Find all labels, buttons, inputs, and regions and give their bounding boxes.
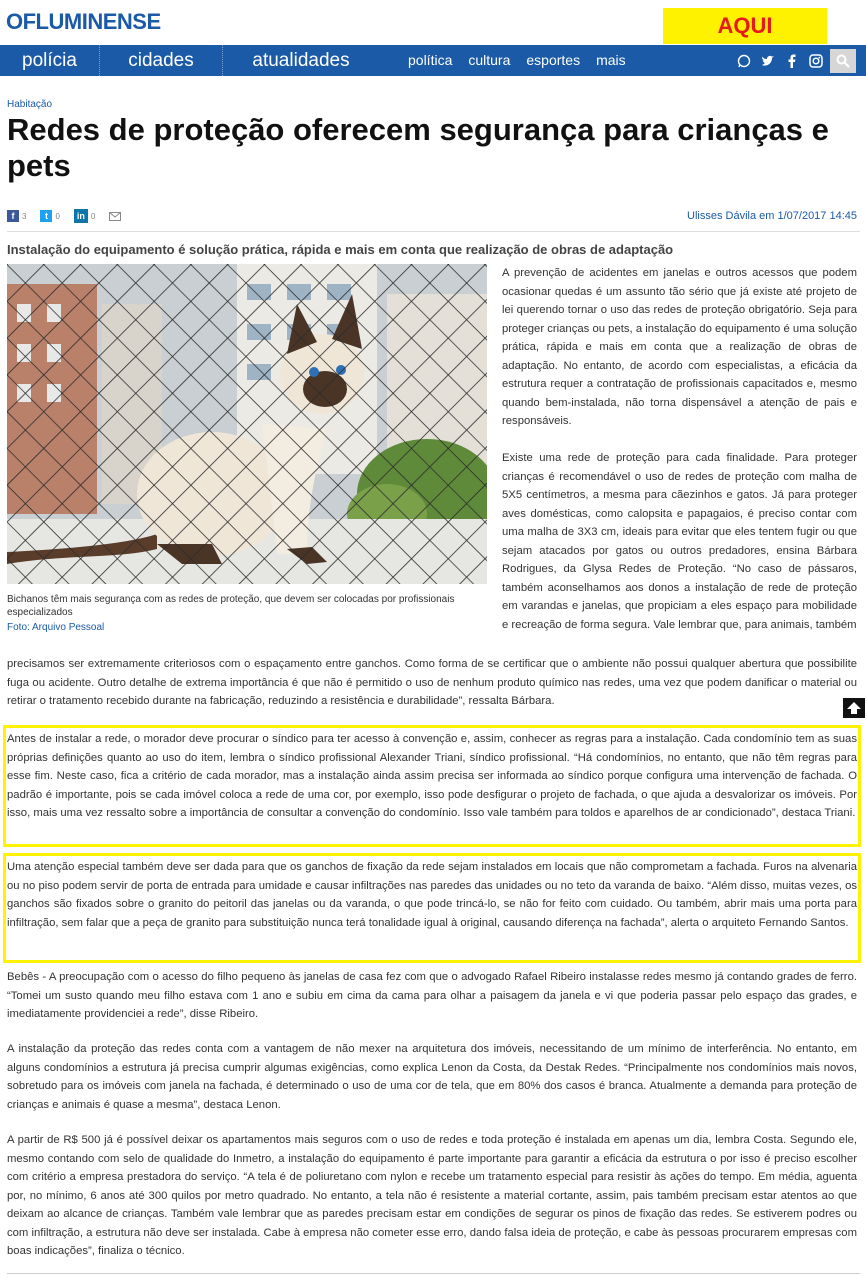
nav-item-esportes[interactable]: esportes [526,52,581,68]
ad-banner[interactable]: AQUI [663,8,827,44]
search-icon [836,54,850,68]
share-twitter[interactable] [40,210,59,222]
paragraph-4: Uma atenção especial também deve ser dada para que os ganchos de fixação da rede sejam instalados em locais que não comprometam a fachada. Furos na alvenaria ou no piso podem servir de porta de entrada para umidade e causar infiltrações nas paredes das unidades ou no teto da varanda de baixo. “Além disso, muitas vezes, os ganchos são fixados sobre o granito do peitoril das janelas ou da varanda, o que pode trincá-lo, se não for feito com cuidado. Ou também, abrir mais uma porta para infiltração, sem falar que a peça de granito para substituição nunca terá tonalidade igual à original, causando diferença na fachada”, alerta o arquiteto Fernando Santos. [7,861,857,929]
article-subtitle: Instalação do equipamento é solução prática, rápida e mais em conta que realização de obras de adaptação [7,242,674,257]
whatsapp-icon[interactable] [734,51,754,71]
paragraph-3: Antes de instalar a rede, o morador deve procurar o síndico para ter acesso à convenção e, assim, conhecer as regras para a instalação. Cada condomínio tem as suas próprias definições quanto ao uso do item, lembra o síndico profissional Alexander Triani, síndico profissional. “Há condomínios, no entanto, que não têm regras para esse fim. Neste caso, fica a critério de cada morador, mas a instalação ainda assim precisa ser informada ao síndico porque configura uma intervenção de fachada. O padrão é importante, pois se cada imóvel coloca a rede de uma cor, por exemplo, isso pode desfigurar o projeto de fachada, o que ajuda a desvalorizar os imóveis. Por isso, mais uma vez ressalto sobre a importância de consultar a convenção do condomínio. Isso vale também para toldos e aparelhos de ar condicionado”, destaca Triani. [7,733,857,819]
site-header [0,0,866,45]
social-links [734,45,830,76]
bottom-divider [7,1273,860,1274]
nav-item-atualidades[interactable]: atualidades [252,50,350,71]
arrow-up-icon [846,701,862,715]
paragraph-7: A partir de R$ 500 já é possível deixar os apartamentos mais seguros com o uso de redes e toda proteção é instalada em apenas um dia, lembra Costa. Segundo ele, mesmo contando com selo de qualidade do Inmetro, a instalação do equipamento é parte importante para garantir a eficácia da estrutura o por isso é preciso escolher com critério a empresa prestadora do serviço. “A tela é de poliuretano com nylon e recebe um tratamento especial para resistir às ações do tempo. Em média, aguenta por, no mínimo, 6 anos até 300 quilos por metro quadrado. No entanto, a tela não é resistente a material cortante, assim, pais também precisam estar atentos ao que deixam ao alcance de crianças. Também vale lembrar que as paredes precisam estar em condições de segurar os pinos de fixação das redes. Se estiverem podres ou com infiltração, a estrutura não deve ser instalada. Cabe à empresa não cometer esse erro, dando falsa ideia de proteção, e cabe às pessoas procurarem empresas com boas indicações”, finaliza o técnico. [7,1134,857,1257]
facebook-share-icon: f [7,210,19,222]
nav-item-cidades[interactable]: cidades [100,45,223,76]
instagram-icon[interactable] [806,51,826,71]
nav-item-policia[interactable]: polícia [0,45,100,76]
paragraph-2-continued: precisamos ser extremamente criteriosos com o espaçamento entre ganchos. Como forma de se certificar que o ambiente não possui qualquer abertura que possibilite fuga ou acidente. Outro detalhe de extrema importância é que não é permitido o uso de nenhum produto químico nas redes, uma vez que podem danificar o material ou retirar o tratamento recebido durante na fabricação, reduzindo a resistência e durabilidade”, ressalta Bárbara. [7,658,857,707]
linkedin-share-icon: in [74,209,88,223]
share-email[interactable] [109,212,121,221]
paragraph-5: Bebês - A preocupação com o acesso do filho pequeno às janelas de casa fez com que o advogado Rafael Ribeiro instalasse redes mesmo já contando grades de ferro. “Tomei um susto quando meu filho estava com 1 ano e subiu em cima da cama para olhar a paisagem da janela e vi que poderia passar pelo espaço das grades, e imediatamente providenciei a rede”, disse Ribeiro. [7,971,857,1020]
linkedin-share-count: 0 [90,211,96,221]
share-facebook[interactable] [7,210,26,222]
site-logo[interactable]: OFLUMINENSE [6,9,161,34]
scroll-top-button[interactable] [843,698,865,718]
share-bar [7,207,135,225]
paragraph-1: A prevenção de acidentes em janelas e outros acessos que podem ocasionar quedas é um assunto tão sério que já existe até projeto de lei querendo tornar o uso das redes de proteção obrigatório. Seja para proteger crianças ou pets, a instalação do equipamento é uma solução prática, rápida e mais em conta que a realização de obras de adaptação. No entanto, de acordo com especialistas, a eficácia da estrutura requer a contratação de profissionais capacitados e, mesmo quando bem-instalada, não torna dispensável a atenção de pais e responsáveis. [502,267,857,427]
divider [7,231,860,232]
nav-item-mais[interactable]: mais [596,52,626,68]
paragraph-2: Existe uma rede de proteção para cada finalidade. Para proteger crianças é recomendável o uso de redes de proteção com malha de 5X5 centímetros, a mesma para cãezinhos e gatos. Já para proteger aves domésticas, como calopsita e papagaios, é preciso contar com uma malha de 3X3 cm, ideais para evitar que eles tentem fugir ou que sejam atacados por gatos ou outros predadores, ensina Bárbara Rodrigues, da Glysa Redes de Proteção. “No caso de pássaros, também aconselhamos aos donos a instalação de rede de proteção em varandas e janelas, que propiciam a eles espaço para mobilidade e recreação de forma segura. Vale lembrar que, para animais, também [502,452,857,631]
main-nav [0,45,866,76]
nav-item-cultura[interactable]: cultura [468,52,511,68]
image-credit: Foto: Arquivo Pessoal [7,622,105,633]
search-button[interactable] [830,49,856,73]
twitter-share-icon: t [40,210,52,222]
article-photo [7,264,487,584]
email-icon [109,212,121,221]
facebook-share-count: 3 [22,211,27,221]
twitter-share-count: 0 [55,211,60,221]
article-category[interactable]: Habitação [7,99,53,110]
twitter-icon[interactable] [758,51,778,71]
paragraph-6: A instalação da proteção das redes conta com a vantagem de não mexer na arquitetura dos imóveis, necessitando de um mínimo de interferência. No entanto, em alguns condomínios a estrutura já precisa cumprir algumas exigências, como explica Lenon da Costa, da Destak Redes. “Principalmente nos condomínios mais novos, sobretudo para os imóveis com janela na fachada, é determinado o uso de uma cor de tela, que em 80% dos casos é branca. Atualmente a demanda para proteção de crianças e animais é quase a mesma”, destaca Lenon. [7,1043,857,1111]
article-byline: Ulisses Dávila em 1/07/2017 14:45 [687,210,857,222]
facebook-icon[interactable] [782,51,802,71]
share-linkedin[interactable] [74,209,95,223]
image-caption: Bichanos têm mais segurança com as redes de proteção, que devem ser colocadas por profissionais especializados [7,594,455,618]
article-title: Redes de proteção oferecem segurança para crianças e pets [7,112,829,183]
nav-item-politica[interactable]: política [408,52,453,68]
